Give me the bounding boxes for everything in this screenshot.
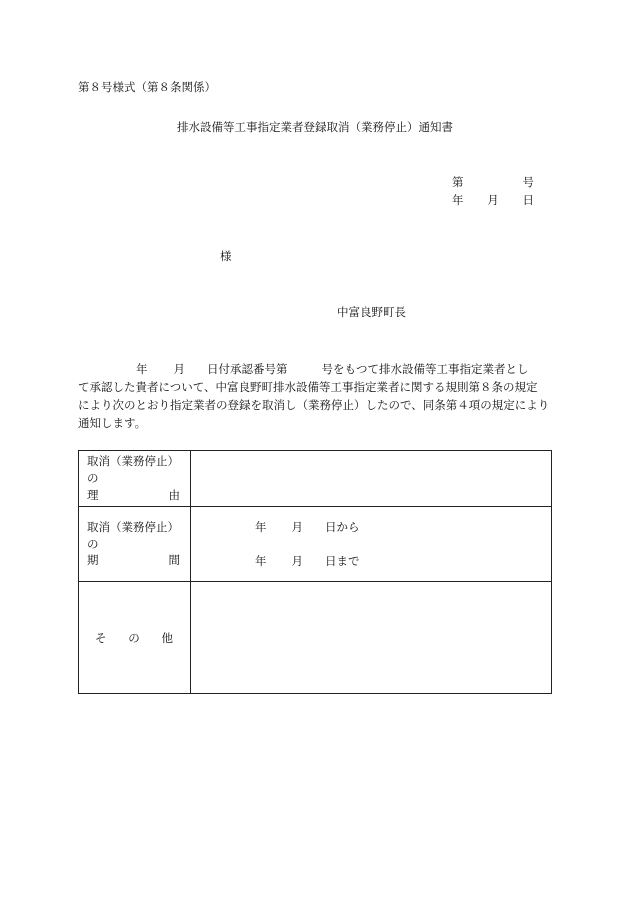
reason-label-line1: 取消（業務停止）の [87,454,179,486]
reference-number-suffix: 号 [522,175,534,189]
body-line1-tail: 号をもつて排水設備等工事指定業者とし [321,362,529,376]
period-label-char1: 期 [87,553,99,568]
period-from-month: 月 [291,520,303,534]
body-approval-text: 日付承認番号第 [207,362,288,376]
body-line-3 [78,400,551,412]
issuer-name: 中富良野町長 [337,305,406,319]
reference-number [452,177,534,189]
reference-year: 年 [452,193,464,207]
period-label-line1: 取消（業務停止）の [87,519,179,551]
reference-number-prefix: 第 [452,175,464,189]
reason-value-cell[interactable] [191,451,552,507]
document-title: 排水設備等工事指定業者登録取消（業務停止）通知書 [177,120,453,134]
body-line-4: 通知します。 [78,416,147,430]
info-table [78,450,552,694]
table-row-period [79,507,552,582]
reference-day: 日 [522,193,534,207]
reason-label-char1: 理 [87,487,99,502]
other-label-cell [79,582,191,694]
form-number-label: 第８号様式（第８条関係） [78,80,216,94]
body-month: 月 [173,362,185,376]
table-row-reason [79,451,552,507]
period-from-day: 日から [325,520,360,534]
other-label-char1: そ [95,630,107,645]
period-from [255,519,551,535]
period-to-day: 日まで [325,554,360,568]
reason-label-char2: 由 [168,487,180,502]
addressee-honorific: 様 [220,249,232,263]
other-label-char2: の [128,630,140,645]
body-line-1 [78,364,551,376]
period-to-year: 年 [255,554,267,568]
body-line3-text: により次のとおり指定業者の登録を取消し（業務停止）したので、同条第４項の規定により [78,398,550,412]
body-year: 年 [136,362,148,376]
reason-label-cell [79,451,191,507]
other-value-cell[interactable] [191,582,552,694]
period-to-month: 月 [291,554,303,568]
reference-month: 月 [487,193,499,207]
other-label-char3: 他 [161,630,173,645]
period-to [255,553,551,569]
body-line-2 [78,382,551,394]
period-from-year: 年 [255,520,267,534]
table-row-other [79,582,552,694]
period-value-cell[interactable] [191,507,552,582]
period-label-char2: 間 [168,553,180,568]
body-line2-text: て承認した貴者について、中富良野町排水設備等工事指定業者に関する規則第８条の規定 [78,380,538,394]
period-label-cell [79,507,191,582]
reference-date [452,195,534,207]
